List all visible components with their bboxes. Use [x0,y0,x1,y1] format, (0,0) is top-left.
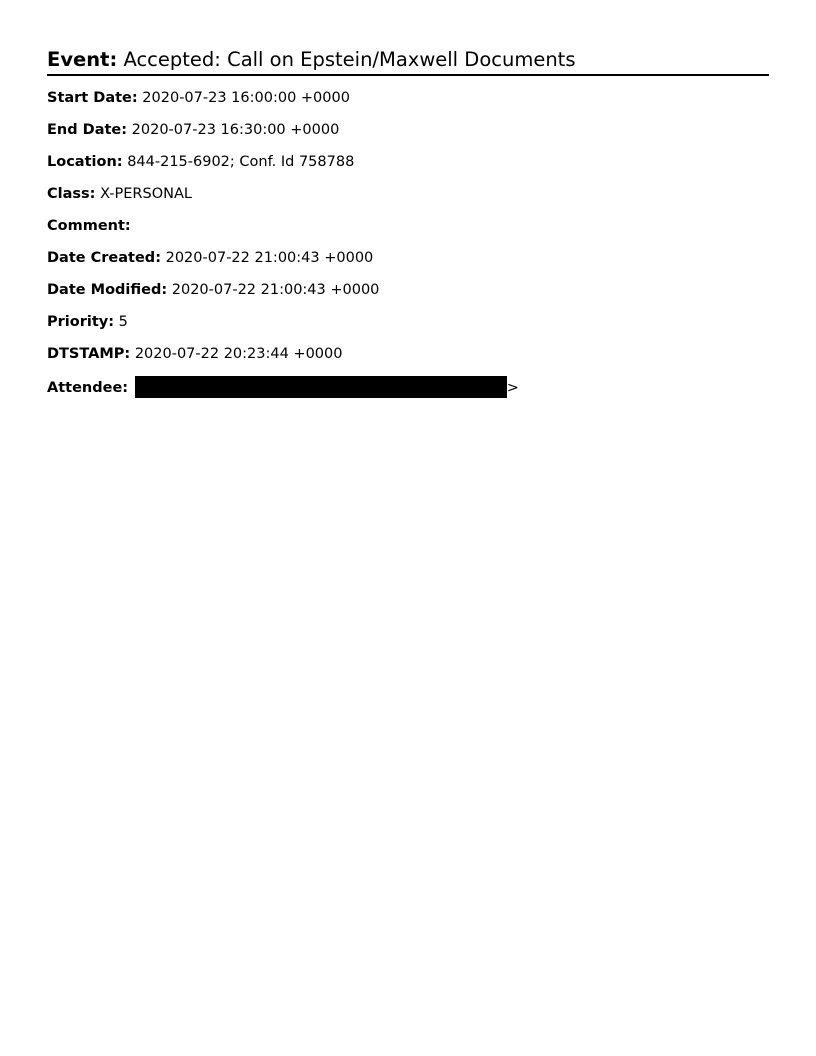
field-attendee [47,376,769,408]
dtstamp-label: DTSTAMP: [47,346,131,362]
class-label: Class: [47,186,96,202]
end-date-value: 2020-07-23 16:30:00 +0000 [131,122,340,138]
attendee-suffix: > [506,380,519,396]
field-date-created [47,248,769,280]
location-value: 844-215-6902; Conf. Id 758788 [127,154,355,170]
field-class [47,184,769,216]
date-created-label: Date Created: [47,250,161,266]
attendee-label: Attendee: [47,380,129,396]
date-created-value: 2020-07-22 21:00:43 +0000 [165,250,374,266]
priority-value: 5 [118,314,128,330]
event-label: Event: [47,48,118,71]
event-header [47,46,769,76]
redaction-block [135,376,507,398]
location-label: Location: [47,154,123,170]
field-date-modified [47,280,769,312]
field-dtstamp [47,344,769,376]
field-priority [47,312,769,344]
field-comment [47,216,769,248]
comment-label: Comment: [47,218,131,234]
priority-label: Priority: [47,314,115,330]
date-modified-value: 2020-07-22 21:00:43 +0000 [171,282,380,298]
field-start-date [47,88,769,120]
dtstamp-value: 2020-07-22 20:23:44 +0000 [134,346,343,362]
event-fields [47,88,769,408]
class-value: X-PERSONAL [100,186,192,202]
start-date-value: 2020-07-23 16:00:00 +0000 [142,90,350,106]
field-location [47,152,769,184]
start-date-label: Start Date: [47,90,138,106]
end-date-label: End Date: [47,122,128,138]
date-modified-label: Date Modified: [47,282,168,298]
field-end-date [47,120,769,152]
event-title: Accepted: Call on Epstein/Maxwell Documents [123,48,576,71]
calendar-event-document [47,46,769,408]
